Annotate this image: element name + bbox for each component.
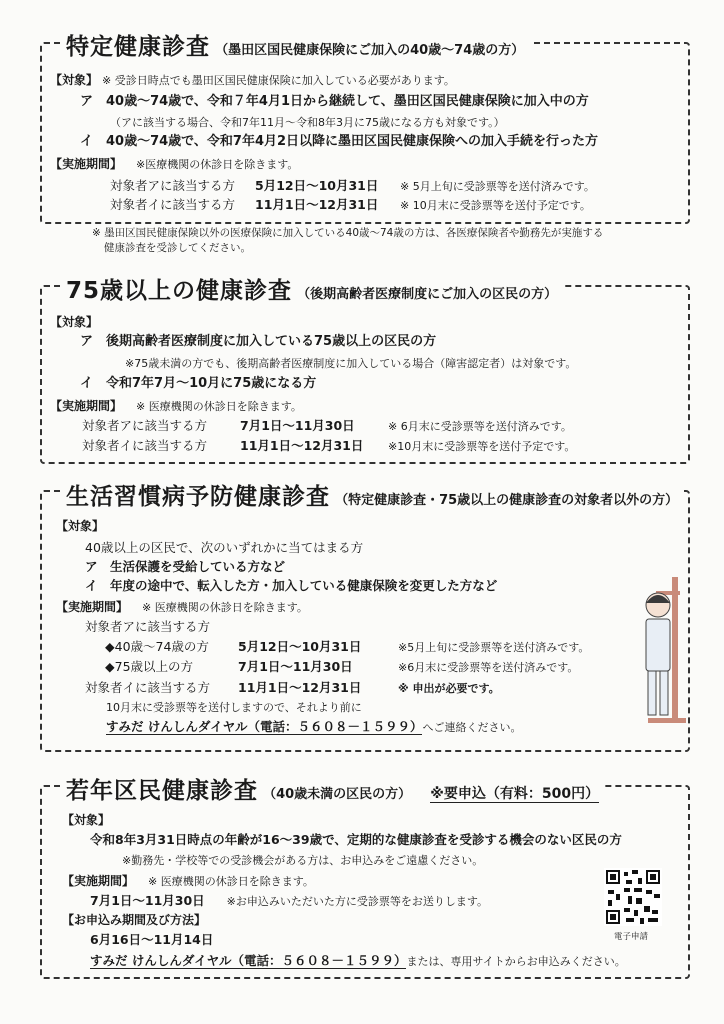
sub1-note: ※5月上旬に受診票等を送付済みです。	[398, 641, 590, 654]
apply-tail: または、専用サイトからお申込みください。	[406, 955, 626, 968]
sub2-label: ◆75歳以上の方	[105, 659, 194, 674]
period-tail: ※お申込みいただいた方に受診票等をお送りします。	[226, 895, 489, 908]
sub1-period: 5月12日～10月31日	[238, 639, 362, 654]
apply-dial-row	[90, 953, 626, 970]
row-i-note: ※10月末に受診票等を送付予定です。	[388, 440, 576, 453]
section-title: 75歳以上の健康診査	[66, 278, 293, 304]
apply-dial: すみだ けんしんダイヤル（電話：５６０８－１５９９）	[90, 953, 407, 968]
section-title: 若年区民健康診査	[66, 778, 258, 804]
row-i-period: 11月1日～12月31日	[238, 680, 362, 695]
period-row	[50, 156, 298, 173]
target-label: 【対象】	[50, 315, 99, 329]
qr-label: 電子申請	[614, 932, 649, 942]
row-i-label: 対象者イに該当する方	[82, 438, 208, 453]
apply-label: 【お申込み期間及び方法】	[62, 913, 207, 927]
section-lifestyle-title	[60, 478, 684, 511]
period-label: 【実施期間】	[56, 600, 129, 614]
period-label: 【実施期間】	[50, 399, 123, 413]
section-title: 生活習慣病予防健康診査	[66, 484, 330, 510]
person-measuring-height-illustration	[628, 575, 690, 725]
apply-period: 6月16日～11月14日	[90, 932, 214, 947]
apply-required-badge: ※要申込（有料：500円）	[430, 786, 600, 802]
row-a-label: 対象者アに該当する方	[82, 418, 208, 433]
period-row	[56, 599, 308, 616]
sub2-note: ※6月末に受診票等を送付済みです。	[398, 661, 579, 674]
section-75-title	[60, 272, 563, 305]
contact-dial-row	[106, 719, 521, 736]
row-i-label: 対象者イに該当する方	[85, 680, 211, 695]
period-note: ※ 医療機関の休診日を除きます。	[148, 875, 314, 888]
target-i: イ 年度の途中で、転入した方・加入している健康保険を変更した方など	[85, 578, 498, 593]
row-a-period: 5月12日～10月31日	[255, 178, 379, 193]
target-a-note: （アに該当する場合、令和7年11月～令和8年3月に75歳になる方も対象です。）	[110, 116, 505, 129]
row-a-note: ※ 6月末に受診票等を送付済みです。	[388, 420, 572, 433]
period-row	[50, 398, 302, 415]
contact-line: 10月末に受診票等を送付しますので、それより前に	[106, 701, 362, 714]
period-note: ※ 医療機関の休診日を除きます。	[136, 400, 302, 413]
target-note: ※勤務先・学校等での受診機会がある方は、お申込みをご遠慮ください。	[122, 854, 484, 867]
period-row	[62, 873, 314, 890]
outer-note-2: 健康診査を受診してください。	[104, 242, 251, 254]
row-a-period: 7月1日～11月30日	[240, 418, 355, 433]
target-a: ア 生活保護を受給している方など	[85, 559, 286, 574]
target-text: 令和8年3月31日時点の年齢が16～39歳で、定期的な健康診査を受診する機会のない区民の方	[90, 832, 622, 847]
row-i-period: 11月1日～12月31日	[255, 197, 379, 212]
period-value-row	[90, 893, 488, 910]
sub2-period: 7月1日～11月30日	[238, 659, 353, 674]
row-i-period: 11月1日～12月31日	[240, 438, 364, 453]
row-i-note: ※ 申出が必要です。	[398, 682, 500, 695]
row-a-note: ※ 5月上旬に受診票等を送付済みです。	[400, 180, 595, 193]
period-value: 7月1日～11月30日	[90, 893, 205, 908]
section-subtitle: （40歳未満の区民の方）	[263, 787, 412, 802]
target-intro: 40歳以上の区民で、次のいずれかに当てはまる方	[85, 540, 364, 555]
target-label: 【対象】	[56, 519, 105, 533]
target-a-note: ※75歳未満の方でも、後期高齢者医療制度に加入している場合（障害認定者）は対象です。	[125, 357, 577, 370]
row-a-label: 対象者アに該当する方	[85, 619, 211, 634]
period-label: 【実施期間】	[62, 874, 135, 888]
target-i: イ 令和7年7月～10月に75歳になる方	[80, 376, 317, 391]
target-row	[50, 72, 455, 89]
section-subtitle: （後期高齢者医療制度にご加入の区民の方）	[297, 287, 558, 302]
target-i: イ 40歳～74歳で、令和7年4月2日以降に墨田区国民健康保険への加入手続を行った方	[80, 134, 599, 149]
section-subtitle: （墨田区国民健康保険にご加入の40歳～74歳の方）	[215, 43, 525, 58]
period-note: ※医療機関の休診日を除きます。	[136, 158, 299, 171]
outer-note-1: ※ 墨田区国民健康保険以外の医療保険に加入している40歳～74歳の方は、各医療保険者や勤務先が実施する	[92, 227, 604, 239]
period-label: 【実施期間】	[50, 157, 123, 171]
qr-code[interactable]	[604, 868, 662, 926]
row-i-note: ※ 10月末に受診票等を送付予定です。	[400, 199, 591, 212]
target-a: ア 40歳～74歳で、令和７年4月1日から継続して、墨田区国民健康保険に加入中の方	[80, 94, 589, 109]
target-label: 【対象】	[50, 73, 99, 87]
target-a: ア 後期高齢者医療制度に加入している75歳以上の区民の方	[80, 334, 437, 349]
row-i-label: 対象者イに該当する方	[110, 197, 236, 212]
row-a-label: 対象者アに該当する方	[110, 178, 236, 193]
section-young-title	[60, 772, 605, 805]
page-title: 特定健康診査	[66, 34, 210, 60]
period-note: ※ 医療機関の休診日を除きます。	[142, 601, 308, 614]
section-subtitle: （特定健康診査・75歳以上の健康診査の対象者以外の方）	[335, 493, 679, 508]
contact-tail: へご連絡ください。	[422, 721, 522, 734]
target-label: 【対象】	[62, 813, 111, 827]
contact-dial: すみだ けんしんダイヤル（電話：５６０８－１５９９）	[106, 719, 423, 734]
sub1-label: ◆40歳～74歳の方	[105, 639, 209, 654]
target-note: ※ 受診日時点でも墨田区国民健康保険に加入している必要があります。	[102, 74, 455, 87]
section-tokutei-title	[60, 28, 530, 61]
